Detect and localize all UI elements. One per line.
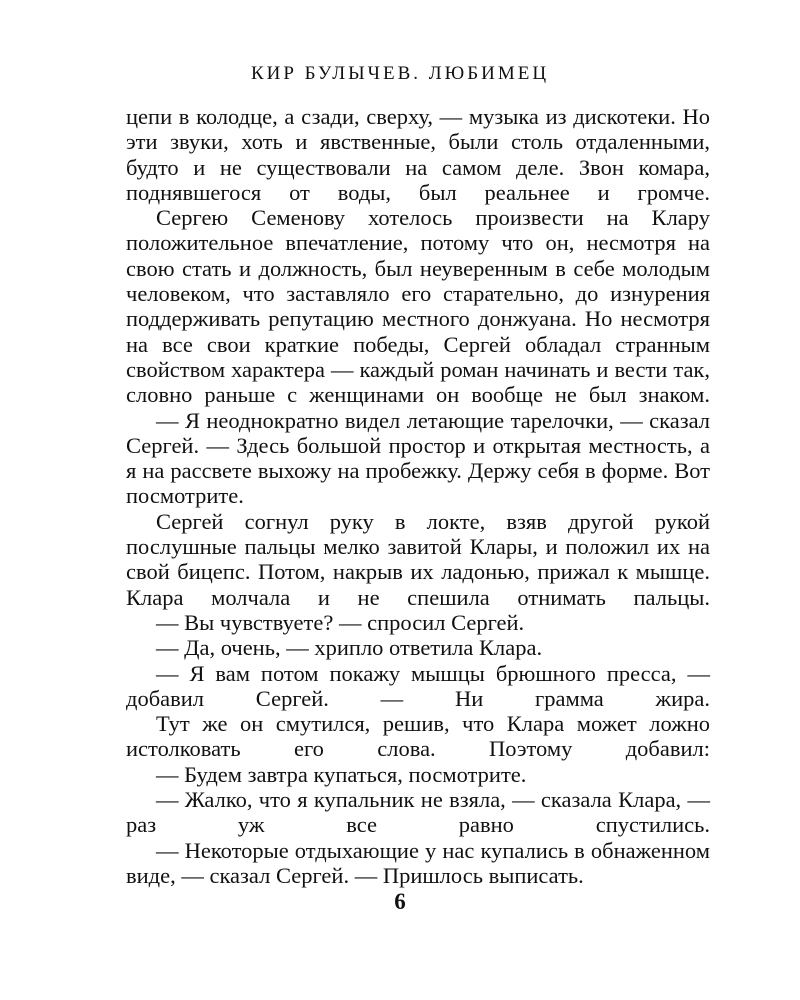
paragraph-3: — Я неоднократно видел летающие тарелочки, — сказал Сергей. — Здесь большой простор и открытая местность, а я на рассвете выхожу на пробежку. Держу себя в форме. Вот посмотрите.	[126, 407, 710, 509]
paragraph-4: Сергей согнул руку в локте, взяв другой рукой послушные пальцы мелко завитой Клары, и положил их на свой бицепс. Потом, накрыв их ладонью, прижал к мышце. Клара молчала и не спешила отнимать пальцы.	[126, 508, 710, 610]
running-head: КИР БУЛЫЧЕВ. ЛЮБИМЕЦ	[250, 63, 550, 84]
paragraph-5: — Вы чувствуете? — спросил Сергей.	[156, 609, 525, 635]
paragraph-9: — Будем завтра купаться, посмотрите.	[156, 761, 527, 787]
paragraph-11: — Некоторые отдыхающие у нас купались в обнаженном виде, — сказал Сергей. — Пришлось выписать.	[126, 837, 710, 888]
paragraph-8: Тут же он смутился, решив, что Клара может ложно истолковать его слова. Поэтому добавил:	[126, 711, 710, 762]
paragraph-2: Сергею Семенову хотелось произвести на Клару положительное впечатление, потому что он, несмотря на свою стать и должность, был неуверенным в себе молодым человеком, что заставляло его старательно, до изнурения поддерживать репутацию местного донжуана. Но несмотря на все свои краткие победы, Сергей обладал странным свойством характера — каждый роман начинать и вести так, словно раньше с женщинами он вообще не был знаком.	[126, 205, 710, 408]
paragraph-7: — Я вам потом покажу мышцы брюшного пресса, — добавил Сергей. — Ни грамма жира.	[126, 660, 710, 711]
body-text	[126, 104, 710, 888]
paragraph-10: — Жалко, что я купальник не взяла, — сказала Клара, — раз уж все равно спустились.	[126, 787, 710, 838]
paragraph-1: цепи в колодце, а сзади, сверху, — музыка из дискотеки. Но эти звуки, хоть и явственные, были столь отдаленными, будто и не существовали на самом деле. Звон комара, поднявшегося от воды, был реальнее и громче.	[126, 104, 710, 205]
paragraph-6: — Да, очень, — хрипло ответила Клара.	[156, 635, 543, 661]
page-number: 6	[394, 889, 406, 914]
